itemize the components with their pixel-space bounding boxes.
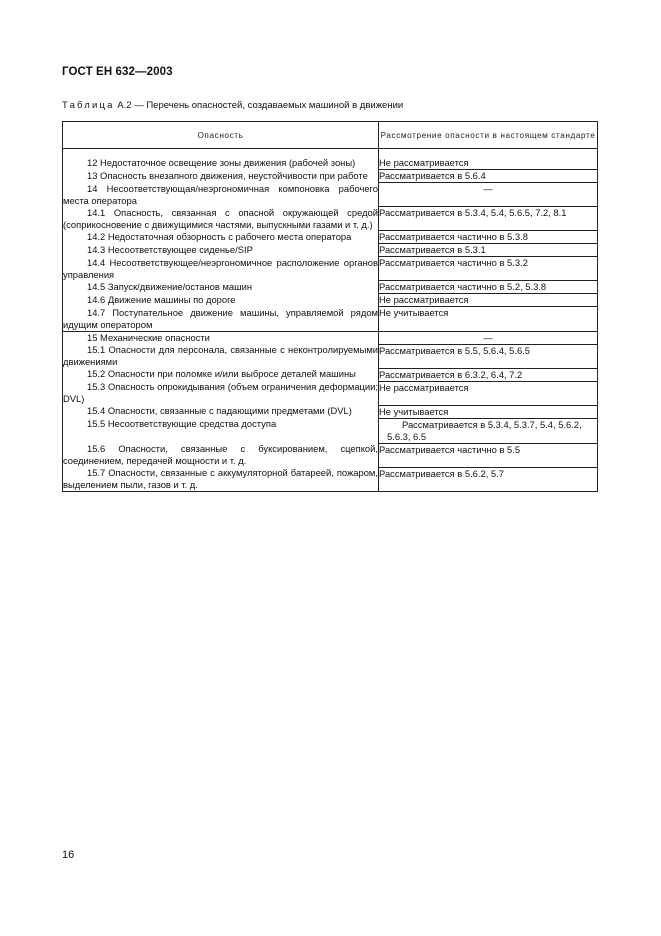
- consideration-cell: Не учитывается: [379, 405, 598, 418]
- hazard-cell: 15.4 Опасности, связанные с падающими предметами (DVL): [63, 405, 379, 418]
- consideration-cell: —: [379, 183, 598, 207]
- table-caption: [62, 100, 403, 111]
- table-row: [63, 170, 598, 183]
- page-number: 16: [62, 849, 75, 861]
- hazard-cell: 15.3 Опасность опрокидывания (объем ограничения деформации; DVL): [63, 381, 378, 404]
- table-spacer-row: [63, 149, 598, 158]
- consideration-cell: Рассматривается в 5.3.4, 5.3.7, 5.4, 5.6.2, 5.6.3, 6.5: [379, 418, 598, 443]
- consideration-cell: Рассматривается в 5.5, 5.6.4, 5.6.5: [379, 344, 598, 368]
- column-header-hazard: Опасность: [63, 122, 379, 149]
- hazard-cell: 14.3 Несоответствующее сиденье/SIP: [63, 244, 379, 257]
- hazard-cell: 14.1 Опасность, связанная с опасной окружающей средой (соприкосновение с движущимися частями, выпускными газами и т. д.): [63, 206, 378, 230]
- consideration-cell: Рассматривается в 5.3.1: [379, 244, 598, 257]
- hazard-cell: 15.2 Опасности при поломке и/или выбросе деталей машины: [63, 368, 379, 381]
- consideration-cell: Не учитывается: [379, 307, 598, 332]
- table-row: [63, 381, 598, 405]
- table-header-row: [63, 122, 598, 149]
- consideration-cell: Рассматривается частично в 5.5: [379, 443, 598, 467]
- hazard-cell: 12 Недостаточное освещение зоны движения (рабочей зоны): [63, 157, 379, 170]
- document-code: ГОСТ ЕН 632—2003: [62, 66, 173, 78]
- table-row: [63, 183, 598, 207]
- hazard-cell: 15 Механические опасности: [63, 331, 379, 344]
- hazards-table: [62, 121, 598, 492]
- table-caption-number: А.2: [117, 100, 132, 111]
- table-row: [63, 331, 598, 344]
- hazard-cell: 14.4 Несоответствующее/неэргономичное расположение органов управления: [63, 256, 378, 280]
- hazard-cell: 13 Опасность внезапного движения, неустойчивости при работе: [63, 170, 379, 183]
- hazard-cell: 14 Несоответствующая/неэргономичная компоновка рабочего места оператора: [63, 182, 378, 206]
- consideration-cell: Рассматривается частично в 5.3.2: [379, 257, 598, 281]
- hazard-cell: 15.7 Опасности, связанные с аккумуляторной батареей, пожаром, выделением пыли, газов и т. д.: [63, 467, 378, 490]
- hazard-cell: 14.6 Движение машины по дороге: [63, 294, 379, 307]
- table-row: [63, 207, 598, 231]
- table-row: [63, 418, 598, 443]
- consideration-cell: Рассматривается в 5.3.4, 5.4, 5.6.5, 7.2, 8.1: [379, 207, 598, 231]
- table-row: [63, 368, 598, 381]
- hazard-cell: 15.1 Опасности для персонала, связанные с неконтролируемыми движениями: [63, 344, 378, 367]
- table-caption-label: Таблица: [62, 100, 115, 111]
- hazard-cell: 14.7 Поступательное движение машины, управляемой рядом идущим оператором: [63, 306, 378, 330]
- consideration-cell: —: [379, 331, 598, 344]
- table-row: [63, 443, 598, 467]
- consideration-cell: Рассматривается в 5.6.4: [379, 170, 598, 183]
- hazard-cell: 14.2 Недостаточная обзорность с рабочего места оператора: [63, 231, 379, 244]
- table-row: [63, 244, 598, 257]
- table-row: [63, 307, 598, 332]
- table-row: [63, 294, 598, 307]
- consideration-cell: Рассматривается в 5.6.2, 5.7: [379, 467, 598, 492]
- table-row: [63, 467, 598, 492]
- table-row: [63, 281, 598, 294]
- hazard-cell: 14.5 Запуск/движение/останов машин: [63, 281, 379, 294]
- table-caption-text: — Перечень опасностей, создаваемых машиной в движении: [134, 100, 404, 111]
- consideration-cell: Рассматривается частично в 5.2, 5.3.8: [379, 281, 598, 294]
- consideration-cell: Не рассматривается: [379, 294, 598, 307]
- consideration-cell: Не рассматривается: [379, 381, 598, 405]
- table-row: [63, 257, 598, 281]
- hazard-cell: 15.5 Несоответствующие средства доступа: [63, 418, 379, 443]
- table-row: [63, 157, 598, 170]
- table-row: [63, 344, 598, 368]
- consideration-cell: Рассматривается в 6.3.2, 6.4, 7.2: [379, 368, 598, 381]
- table-row: [63, 405, 598, 418]
- column-header-consideration: Рассмотрение опасности в настоящем стандарте: [379, 122, 598, 149]
- hazard-cell: 15.6 Опасности, связанные с буксированием, сцепкой, соединением, передачей мощности и т. д.: [63, 443, 378, 466]
- consideration-cell: Не рассматривается: [379, 157, 598, 170]
- table-row: [63, 231, 598, 244]
- consideration-cell: Рассматривается частично в 5.3.8: [379, 231, 598, 244]
